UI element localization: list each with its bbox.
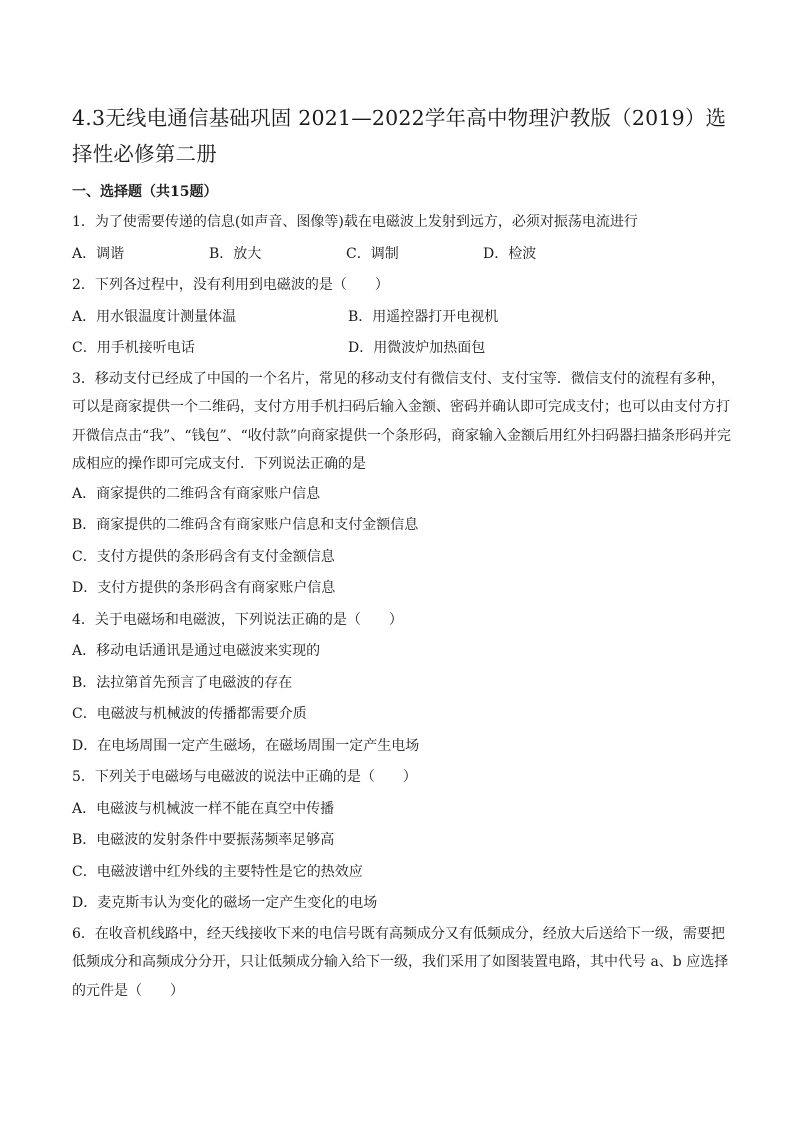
option-c: C．调制 (346, 245, 399, 262)
option-a: A．商家提供的二维码含有商家账户信息 (72, 485, 321, 502)
document-title: 4.3无线电通信基础巩固 2021—2022学年高中物理沪教版（2019）选择性必修第二册 (72, 106, 727, 166)
option-a: A．调谐 (72, 245, 125, 262)
question-stem: 3．移动支付已经成了中国的一个名片，常见的移动支付有微信支付、支付宝等．微信支付的流程有多种，可以是商家提供一个二维码，支付方用手机扫码后输入金额、密码并确认即可完成支付；也可以由支付方打开微信点击“我”、“钱包”、“收付款”向商家提供一个条形码，商家输入金额后用红外扫码器扫描条形码并完成相应的操作即可完成支付．下列说法正确的是 (72, 370, 731, 472)
option-a: A．用水银温度计测量体温 (72, 308, 237, 325)
option-d: D．支付方提供的条形码含有商家账户信息 (72, 580, 336, 596)
question-5 (72, 762, 732, 920)
question-4 (72, 605, 732, 763)
option-b: B．放大 (209, 245, 262, 262)
question-2 (72, 270, 732, 365)
question-3 (72, 365, 732, 605)
question-stem: 5．下列关于电磁场与电磁波的说法中正确的是（ ） (72, 769, 417, 785)
option-b: B．商家提供的二维码含有商家账户信息和支付金额信息 (72, 517, 419, 533)
options-row (72, 239, 732, 271)
option-b: B．法拉第首先预言了电磁波的存在 (72, 674, 293, 691)
options-row (72, 333, 732, 365)
option-a: A．电磁波与机械波一样不能在真空中传播 (72, 800, 335, 817)
option-c: C．支付方提供的条形码含有支付金额信息 (72, 548, 335, 565)
option-d: D．在电场周围一定产生磁场，在磁场周围一定产生电场 (72, 737, 420, 754)
section-heading: 一、选择题（共15题） (72, 184, 218, 200)
option-c: C．用手机接听电话 (72, 340, 195, 356)
question-stem: 6．在收音机线路中，经天线接收下来的电信号既有高频成分又有低频成分，经放大后送给下一级，需要把低频成分和高频成分分开，只让低频成分输入给下一级，我们采用了如图装置电路，其中代号 a、b 应选择的元件是（ ） (72, 925, 729, 999)
option-d: D．用微波炉加热面包 (348, 340, 486, 356)
question-stem: 2．下列各过程中，没有利用到电磁波的是（ ） (72, 277, 389, 293)
question-stem: 1．为了使需要传递的信息(如声音、图像等)载在电磁波上发射到远方，必须对振荡电流进行 (72, 214, 638, 230)
option-b: B．电磁波的发射条件中要振荡频率足够高 (72, 832, 335, 848)
option-d: D．麦克斯韦认为变化的磁场一定产生变化的电场 (72, 895, 378, 911)
question-stem: 4．关于电磁场和电磁波，下列说法正确的是（ ） (72, 611, 403, 628)
exam-page (72, 100, 732, 1005)
options-row (72, 302, 732, 334)
question-1 (72, 207, 732, 270)
question-6 (72, 920, 732, 1006)
option-a: A．移动电话通讯是通过电磁波来实现的 (72, 643, 321, 659)
option-d: D．检波 (483, 245, 537, 262)
option-c: C．电磁波与机械波的传播都需要介质 (72, 706, 307, 722)
option-c: C．电磁波谱中红外线的主要特性是它的热效应 (72, 863, 363, 880)
option-b: B．用遥控器打开电视机 (348, 308, 499, 325)
